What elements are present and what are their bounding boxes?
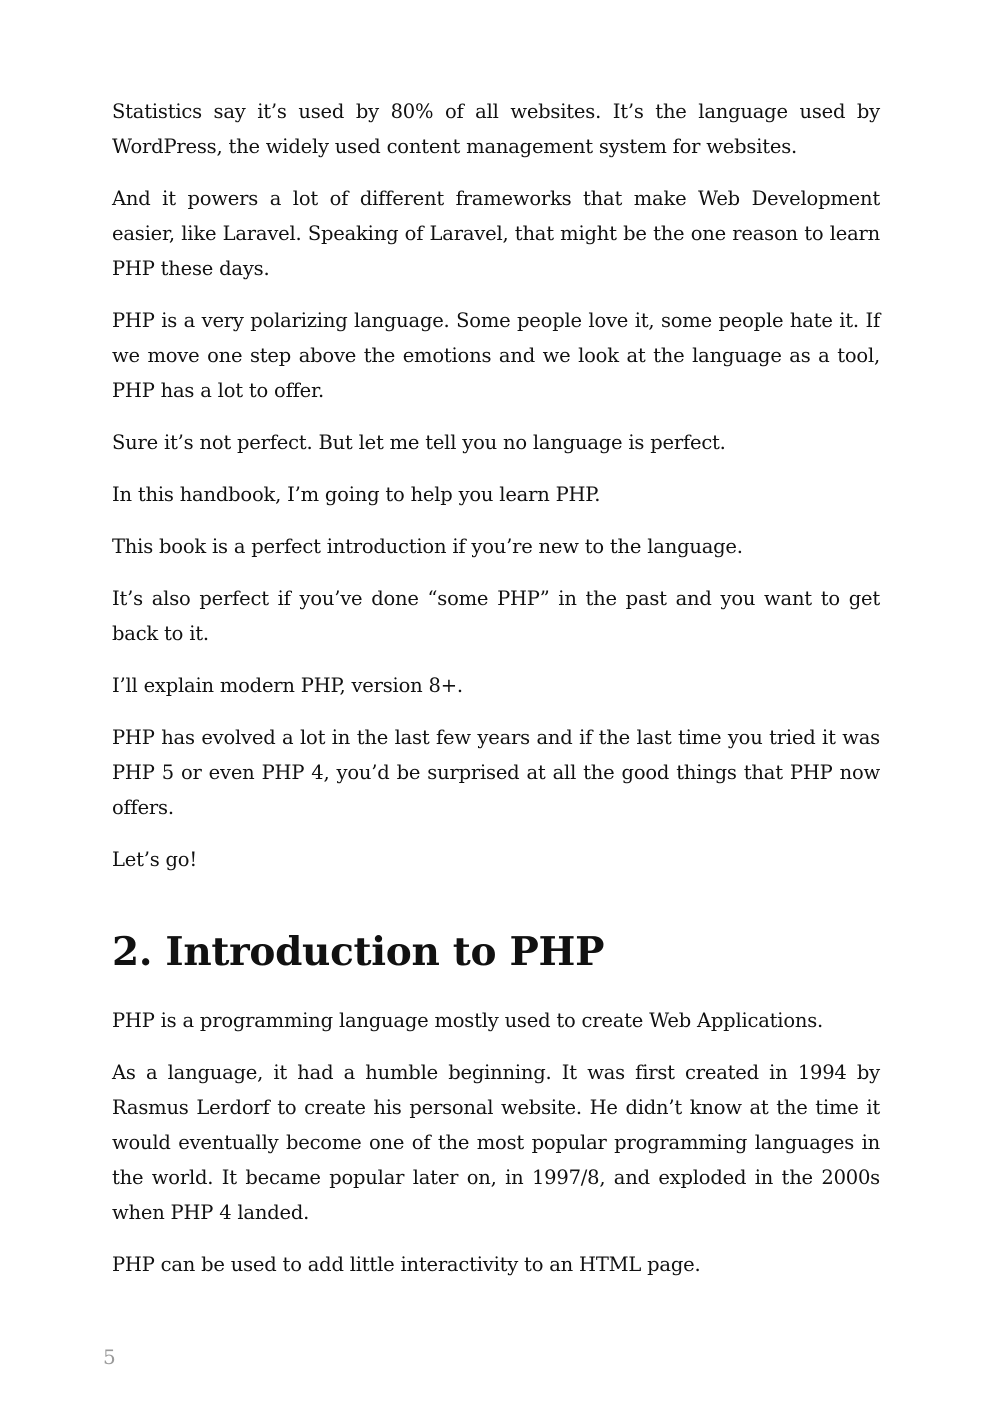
paragraph-lets-go: Let’s go! [112, 848, 197, 871]
paragraph-not-perfect: Sure it’s not perfect. But let me tell you no language is perfect. [112, 431, 726, 454]
paragraph-polarizing: PHP is a very polarizing language. Some people love it, some people hate it. If we move one step above the emotions and we look at the language as a tool, PHP has a lot to offer. [112, 309, 880, 402]
paragraph-statistics: Statistics say it’s used by 80% of all websites. It’s the language used by WordPress, the widely used content management system for websites. [112, 100, 880, 158]
paragraph-modern-php: I’ll explain modern PHP, version 8+. [112, 674, 463, 697]
paragraph-handbook: In this handbook, I’m going to help you learn PHP. [112, 483, 601, 506]
section-heading: 2. Introduction to PHP [112, 929, 605, 975]
paragraph-introduction: This book is a perfect introduction if you’re new to the language. [112, 535, 743, 558]
document-page [112, 94, 880, 1299]
paragraph-interactivity: PHP can be used to add little interactivity to an HTML page. [112, 1253, 701, 1276]
page-number: 5 [103, 1345, 116, 1369]
paragraph-php-definition: PHP is a programming language mostly used to create Web Applications. [112, 1009, 824, 1032]
paragraph-history: As a language, it had a humble beginning. It was first created in 1994 by Rasmus Lerdorf to create his personal website. He didn’t know at the time it would eventually become one of the most popular programming languages in the world. It became popular later on, in 1997/8, and exploded in the 2000s when PHP 4 landed. [112, 1061, 880, 1224]
paragraph-frameworks: And it powers a lot of different frameworks that make Web Development easier, like Laravel. Speaking of Laravel, that might be the one reason to learn PHP these days. [112, 187, 880, 280]
paragraph-evolved: PHP has evolved a lot in the last few years and if the last time you tried it was PHP 5 or even PHP 4, you’d be surprised at all the good things that PHP now offers. [112, 726, 880, 819]
paragraph-some-php: It’s also perfect if you’ve done “some PHP” in the past and you want to get back to it. [112, 587, 880, 645]
